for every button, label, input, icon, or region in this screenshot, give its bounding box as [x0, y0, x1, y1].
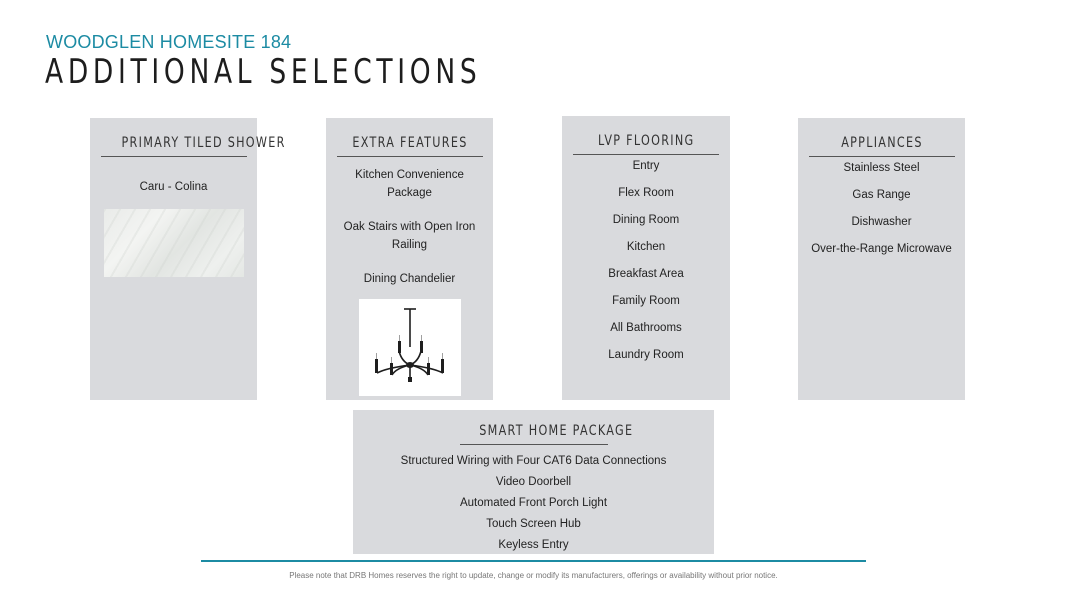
card-heading-text: PRIMARY TILED SHOWER — [121, 135, 286, 151]
appliance-item: Stainless Steel — [843, 162, 920, 174]
card-heading — [337, 134, 483, 157]
flooring-room: Family Room — [612, 295, 680, 307]
flooring-room: Flex Room — [618, 187, 674, 199]
card-heading — [573, 132, 719, 155]
card-heading-text: LVP FLOORING — [597, 133, 695, 149]
appliance-item: Gas Range — [852, 189, 911, 201]
appliance-item: Dishwasher — [851, 216, 912, 228]
card-heading-text: APPLIANCES — [840, 135, 923, 151]
homesite-subtitle: WOODGLEN HOMESITE 184 — [46, 32, 292, 52]
chandelier-image — [359, 299, 461, 396]
smart-home-item: Keyless Entry — [498, 539, 569, 551]
feature-item: Oak Stairs with Open Iron Railing — [343, 221, 476, 251]
card-smart-home-package — [353, 410, 714, 554]
smart-home-item: Video Doorbell — [495, 476, 572, 488]
smart-home-item: Structured Wiring with Four CAT6 Data Connections — [400, 455, 667, 467]
flooring-room: Laundry Room — [608, 349, 684, 361]
shower-tile-name: Caru - Colina — [139, 181, 208, 193]
card-heading-text: EXTRA FEATURES — [351, 135, 468, 151]
card-appliances — [798, 118, 965, 400]
page-title: ADDITIONAL SELECTIONS — [45, 52, 482, 92]
card-heading-text: SMART HOME PACKAGE — [478, 423, 633, 439]
footer-divider — [201, 560, 866, 562]
flooring-room: Entry — [632, 160, 660, 172]
flooring-room: Dining Room — [612, 214, 680, 226]
card-heading — [460, 422, 633, 445]
smart-home-item: Touch Screen Hub — [486, 518, 581, 530]
card-heading — [101, 134, 286, 157]
feature-item: Dining Chandelier — [363, 273, 456, 285]
appliance-item: Over-the-Range Microwave — [811, 243, 952, 255]
chandelier-icon — [365, 307, 455, 387]
flooring-room: Breakfast Area — [608, 268, 684, 280]
feature-item: Kitchen Convenience Package — [355, 169, 464, 199]
card-heading — [809, 134, 955, 157]
card-lvp-flooring — [562, 116, 730, 400]
disclaimer-note: Please note that DRB Homes reserves the right to update, change or modify its manufacturers, offerings or availability without prior notice. — [289, 571, 778, 580]
smart-home-item: Automated Front Porch Light — [459, 497, 608, 509]
tile-swatch-image — [104, 209, 244, 277]
flooring-room: Kitchen — [626, 241, 666, 253]
card-extra-features — [326, 118, 493, 400]
card-primary-tiled-shower — [90, 118, 286, 400]
flooring-room: All Bathrooms — [610, 322, 682, 334]
